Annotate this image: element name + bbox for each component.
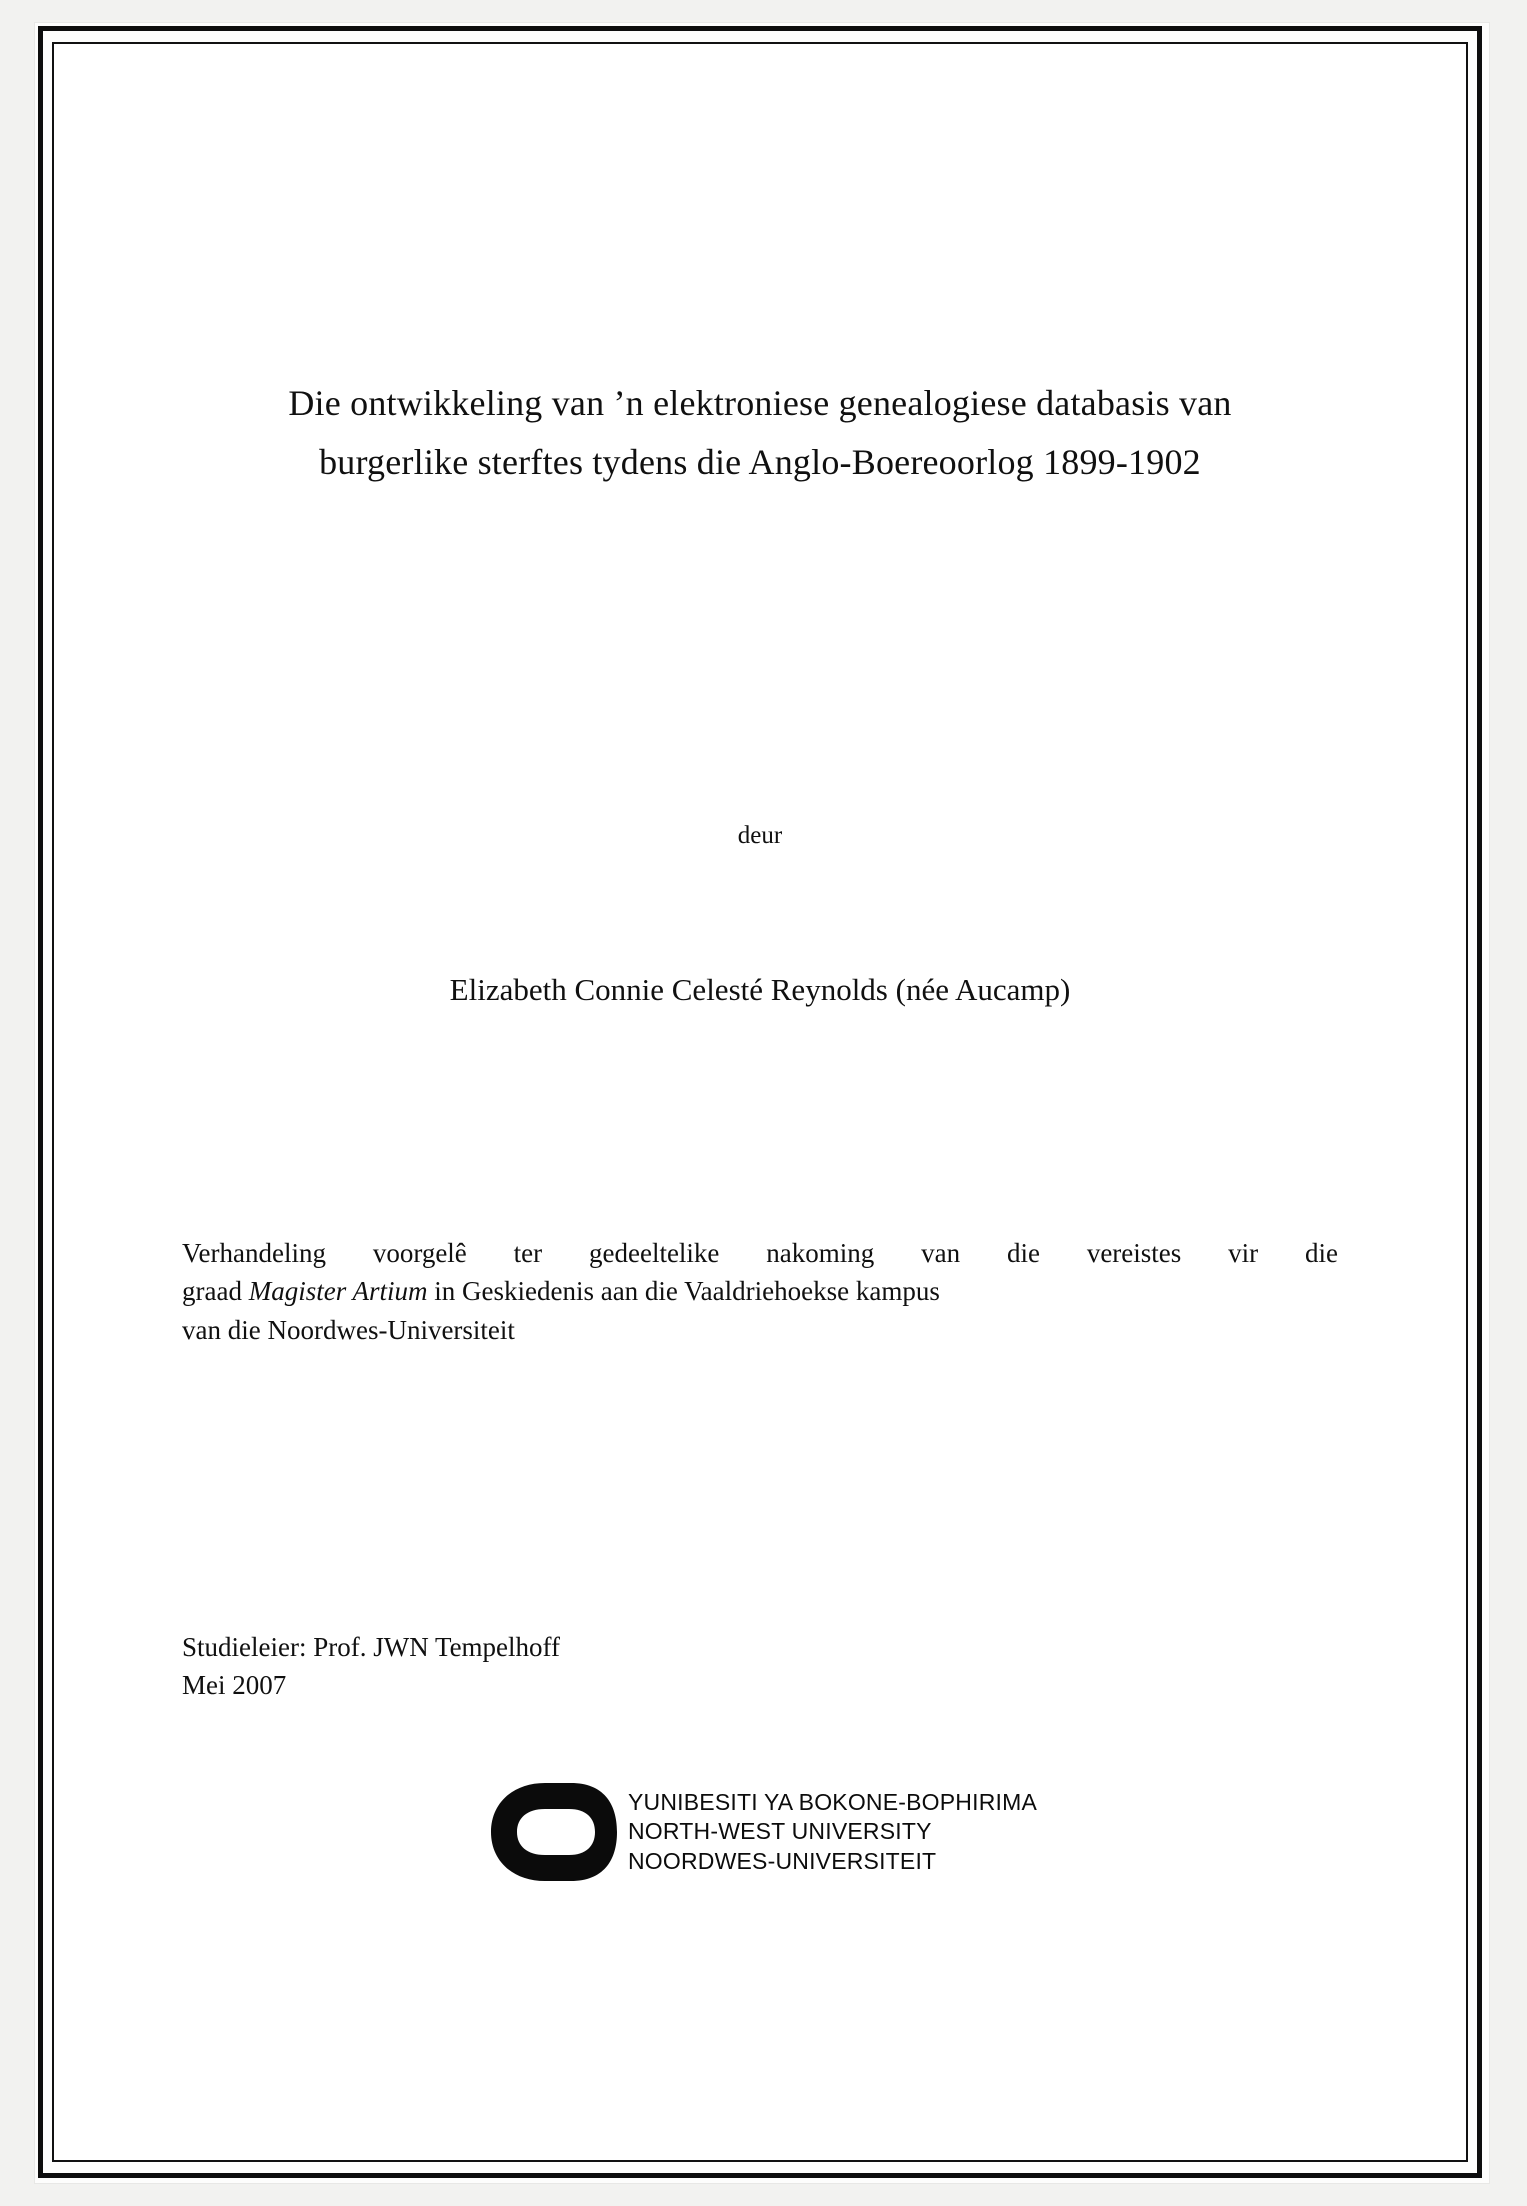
degree-statement-line-2-pre: graad [182, 1276, 249, 1307]
supervisor-line: Studieleier: Prof. JWN Tempelhoff [182, 1632, 561, 1662]
degree-statement-line-2 [182, 1272, 1338, 1310]
university-logo-text [628, 1788, 1037, 1876]
degree-name: Magister Artium [248, 1276, 428, 1307]
title-line-1: Die ontwikkeling van ’n elektroniese genealogiese databasis van [288, 383, 1232, 423]
degree-statement-line-3: van die Noordwes-Universiteit [182, 1314, 515, 1345]
by-label: deur [737, 822, 783, 849]
degree-statement-line-1: Verhandeling voorgelê ter gedeeltelike nakoming van die vereistes vir die [182, 1238, 1338, 1268]
degree-statement [182, 1234, 1338, 1349]
logo-text-line-2: NORTH-WEST UNIVERSITY [627, 1818, 932, 1845]
logo-text-line-1: YUNIBESITI YA BOKONE-BOPHIRIMA [627, 1788, 1038, 1815]
author-name: Elizabeth Connie Celesté Reynolds (née Aucamp) [449, 972, 1071, 1007]
title-line-2: burgerlike sterftes tydens die Anglo-Boereoorlog 1899-1902 [319, 442, 1201, 483]
title-page-content [52, 42, 1468, 2162]
logo-text-line-3: NOORDWES-UNIVERSITEIT [627, 1847, 937, 1874]
north-west-university-logo-icon [483, 1777, 618, 1887]
page-title [182, 374, 1338, 493]
date-line: Mei 2007 [182, 1670, 287, 1701]
supervisor-block [182, 1628, 560, 1705]
degree-statement-line-2-post: in Geskiedenis aan die Vaaldriehoekse kampus [427, 1276, 940, 1307]
university-logo-block [52, 1777, 1468, 1887]
